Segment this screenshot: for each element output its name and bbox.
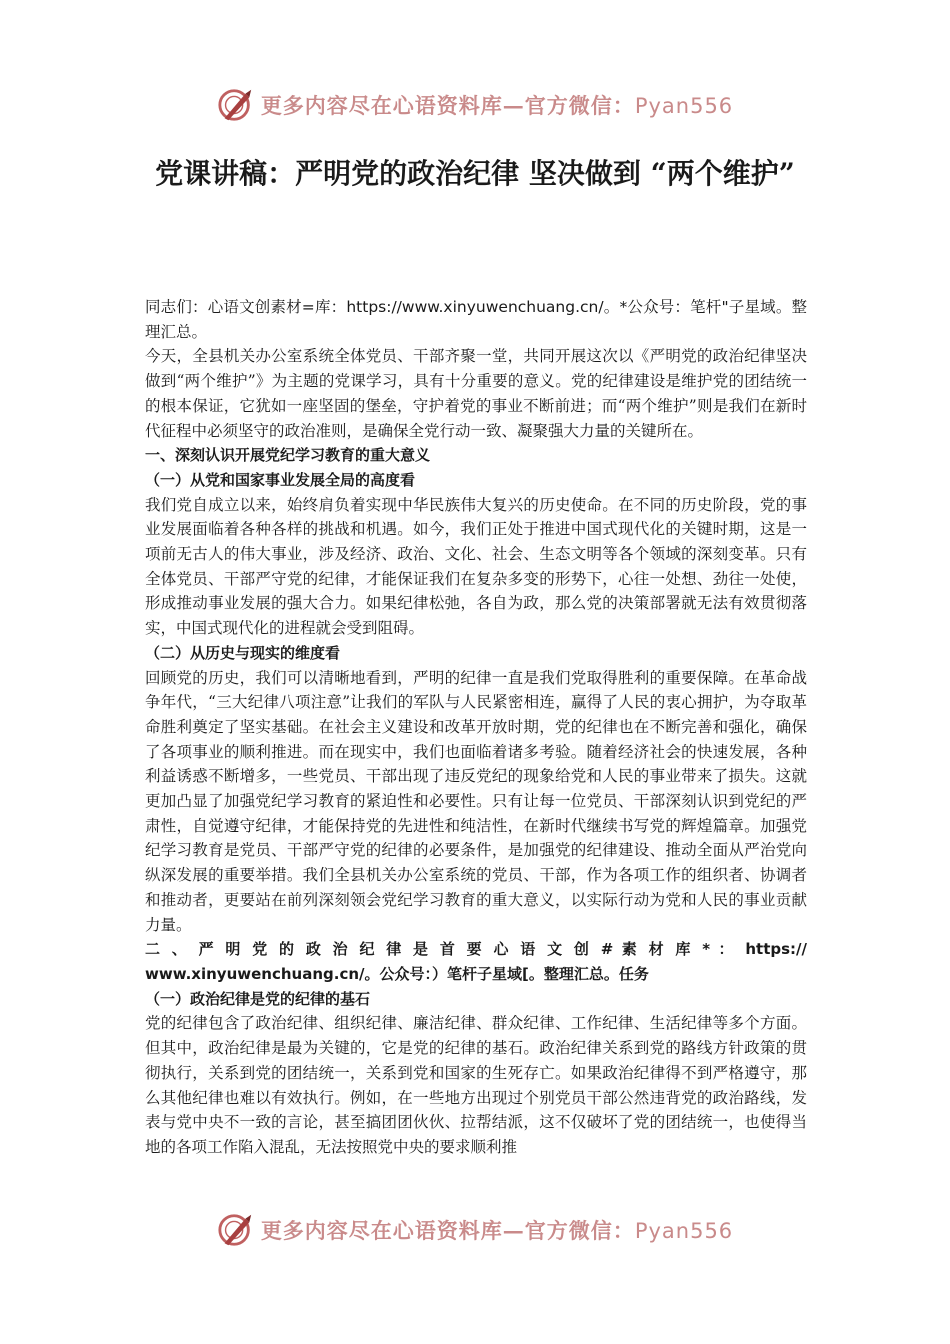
pen-nib-circle-icon bbox=[217, 1211, 255, 1249]
section1-subheading-2: （二）从历史与现实的维度看 bbox=[145, 643, 341, 662]
banner-text: 更多内容尽在心语资料库—官方微信：Pyan556 bbox=[260, 93, 734, 118]
intro-paragraph: 今天，全县机关办公室系统全体党员、干部齐聚一堂，共同开展这次以《严明党的政治纪律坚决做到“两个维护”》为主题的党课学习，具有十分重要的意义。党的纪律建设是维护党的团结统一的根本保证，它犹如一座坚固的堡垒，守护着党的事业不断前进；而“两个维护”则是我们在新时代征程中必须坚守的政治准则，是确保全党行动一致、凝聚强大力量的关键所在。 bbox=[145, 347, 807, 440]
section2-heading-line2: www.xinyuwenchuang.cn/。公众号：）笔杆子星域[。整理汇总。任务 bbox=[145, 964, 649, 983]
footer-watermark-banner bbox=[0, 1205, 950, 1255]
section2-subheading-1: （一）政治纪律是党的纪律的基石 bbox=[145, 989, 371, 1008]
section1-heading: 一、深刻认识开展党纪学习教育的重大意义 bbox=[145, 446, 431, 465]
section1-paragraph-2: 回顾党的历史，我们可以清晰地看到，严明的纪律一直是我们党取得胜利的重要保障。在革命战争年代，“三大纪律八项注意”让我们的军队与人民紧密相连，赢得了人民的衷心拥护，为夺取革命胜利奠定了坚实基础。在社会主义建设和改革开放时期，党的纪律也在不断完善和强化，确保了各项事业的顺利推进。而在现实中，我们也面临着诸多考验。随着经济社会的快速发展，各种利益诱惑不断增多，一些党员、干部出现了违反党纪的现象给党和人民的事业带来了损失。这就更加凸显了加强党纪学习教育的紧迫性和必要性。只有让每一位党员、干部深刻认识到党纪的严肃性，自觉遵守纪律，才能保持党的先进性和纯洁性，在新时代继续书写党的辉煌篇章。加强党纪学习教育是党员、干部严守党的纪律的必要条件，是加强党的纪律建设、推动全面从严治党向纵深发展的重要举措。我们全县机关办公室系统的党员、干部，作为各项工作的组织者、协调者和推动者，更要站在前列深刻领会党纪学习教育的重大意义，以实际行动为党和人民的事业贡献力量。 bbox=[145, 668, 807, 934]
section2-heading-line1: 二 、 严 明 党 的 政 治 纪 律 是 首 要 心 语 文 创 # 素 材 库 * ： https:// bbox=[145, 940, 807, 959]
banner-text: 更多内容尽在心语资料库—官方微信：Pyan556 bbox=[260, 1218, 734, 1243]
pen-nib-circle-icon bbox=[217, 86, 255, 124]
section1-paragraph-1: 我们党自成立以来，始终肩负着实现中华民族伟大复兴的历史使命。在不同的历史阶段，党的事业发展面临着各种各样的挑战和机遇。如今，我们正处于推进中国式现代化的关键时期，这是一项前无古人的伟大事业，涉及经济、政治、文化、社会、生态文明等各个领域的深刻变革。只有全体党员、干部严守党的纪律，才能保证我们在复杂多变的形势下，心往一处想、劲往一处使，形成推动事业发展的强大合力。如果纪律松弛，各自为政，那么党的决策部署就无法有效贯彻落实，中国式现代化的进程就会受到阻碍。 bbox=[145, 495, 807, 638]
section1-subheading-1: （一）从党和国家事业发展全局的高度看 bbox=[145, 470, 416, 489]
intro-line: 同志们：心语文创素材=库：https://www.xinyuwenchuang.cn/。*公众号：笔杆"子星域。整理汇总。 bbox=[145, 298, 807, 341]
section2-paragraph-1: 党的纪律包含了政治纪律、组织纪律、廉洁纪律、群众纪律、工作纪律、生活纪律等多个方面。但其中，政治纪律是最为关键的，它是党的纪律的基石。政治纪律关系到党的路线方针政策的贯彻执行，关系到党的团结统一，关系到党和国家的生死存亡。如果政治纪律得不到严格遵守，那么其他纪律也难以有效执行。例如，在一些地方出现过个别党员干部公然违背党的政治路线，发表与党中央不一致的言论，甚至搞团团伙伙、拉帮结派，这不仅破坏了党的团结统一，也使得当地的各项工作陷入混乱，无法按照党中央的要求顺利推 bbox=[145, 1014, 807, 1156]
page-title: 党课讲稿：严明党的政治纪律 坚决做到 “两个维护” bbox=[155, 157, 795, 190]
banner-handle: Pyan556 bbox=[634, 94, 734, 118]
document-body bbox=[145, 295, 807, 1160]
banner-handle: Pyan556 bbox=[634, 1219, 734, 1243]
header-watermark-banner bbox=[0, 80, 950, 130]
